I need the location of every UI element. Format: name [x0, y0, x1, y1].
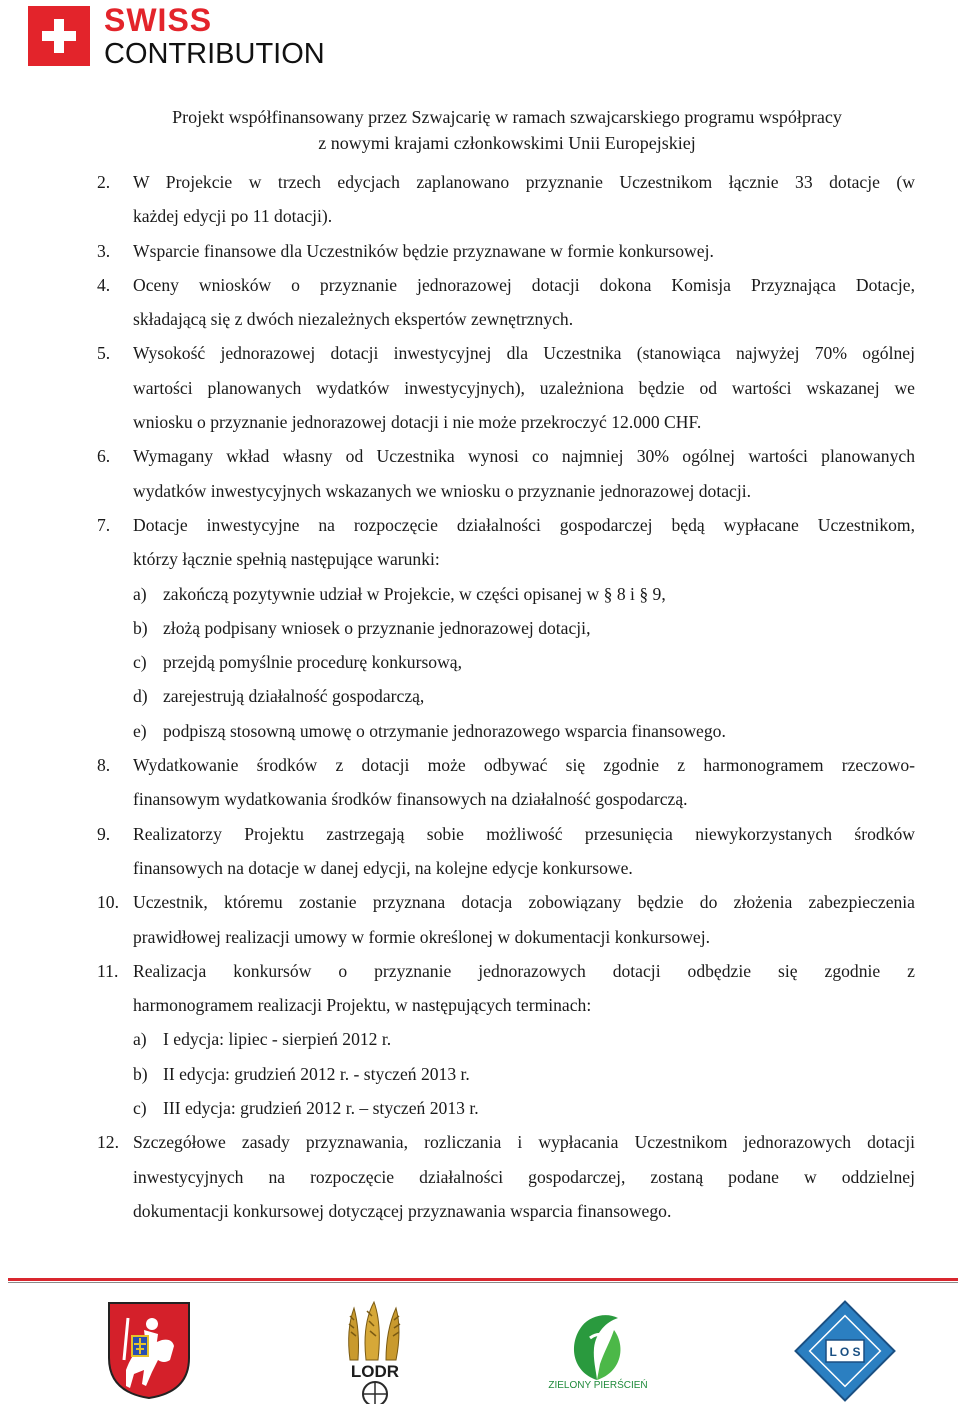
sub-item-letter: d)	[133, 686, 148, 707]
sub-item-text: III edycja: grudzień 2012 r. – styczeń 2013 r.	[163, 1098, 479, 1119]
logo-swiss-text: SWISS	[104, 2, 213, 38]
item-number: 12.	[97, 1132, 119, 1153]
lodr-label: LODR	[350, 1362, 400, 1381]
item-number: 3.	[97, 240, 111, 261]
item-text-line: harmonogramem realizacji Projektu, w następujących terminach:	[133, 995, 592, 1016]
item-text-line: prawidłowej realizacji umowy w formie określonej w dokumentacji konkursowej.	[133, 926, 711, 947]
list-item-10	[0, 885, 915, 954]
sub-item-text: II edycja: grudzień 2012 r. - styczeń 2013 r.	[163, 1063, 470, 1084]
item-number: 8.	[97, 755, 111, 776]
item-text-line: wniosku o przyznanie jednorazowej dotacji i nie może przekroczyć 12.000 CHF.	[133, 412, 702, 433]
sub-item-7c	[0, 645, 915, 679]
sub-item-letter: c)	[133, 652, 147, 673]
sub-item-text: zakończą pozytywnie udział w Projekcie, w części opisanej w § 8 i § 9,	[163, 583, 666, 604]
document-body	[0, 165, 960, 1228]
los-logo-icon	[790, 1296, 900, 1406]
item-text-line: Wydatkowanie środków z dotacji może odbywać się zgodnie z harmonogramem rzeczowo-	[133, 755, 915, 776]
item-text-line: którzy łącznie spełnią następujące warunki:	[133, 549, 440, 570]
list-item-6	[0, 439, 915, 508]
logo-contribution-text: CONTRIBUTION	[104, 38, 325, 70]
sub-item-text: I edycja: lipiec - sierpień 2012 r.	[163, 1029, 392, 1050]
project-caption	[0, 104, 960, 156]
item-text-line: wartości planowanych wydatków inwestycyjnych), uzależniona będzie od wartości wskazanej we	[133, 377, 915, 398]
sub-item-11b	[0, 1057, 915, 1091]
coat-of-arms-icon	[106, 1300, 192, 1400]
item-text-line: dokumentacji konkursowej dotyczącej przyznawania wsparcia finansowego.	[133, 1200, 672, 1221]
list-item-5	[0, 336, 915, 439]
list-item-8	[0, 748, 915, 817]
sub-item-letter: e)	[133, 720, 147, 741]
item-text-line: finansowym wydatkowania środków finansowych na działalność gospodarczą.	[133, 789, 688, 810]
item-text-line: Wsparcie finansowe dla Uczestników będzie przyznawane w formie konkursowej.	[133, 240, 714, 261]
item-number: 9.	[97, 823, 111, 844]
sub-item-letter: b)	[133, 1063, 148, 1084]
sub-item-7b	[0, 611, 915, 645]
item-text-line: każdej edycji po 11 dotacji).	[133, 206, 333, 227]
caption-line-1: Projekt współfinansowany przez Szwajcarię w ramach szwajcarskiego programu współpracy	[172, 107, 842, 127]
swiss-cross-icon	[28, 6, 90, 66]
item-number: 5.	[97, 343, 111, 364]
item-text-line: Wymagany wkład własny od Uczestnika wynosi co najmniej 30% ogólnej wartości planowanych	[133, 446, 915, 467]
list-item-3	[0, 234, 915, 268]
item-number: 2.	[97, 172, 111, 192]
item-number: 11.	[97, 960, 119, 981]
sub-item-letter: c)	[133, 1098, 147, 1119]
sub-item-text: zarejestrują działalność gospodarczą,	[163, 686, 425, 707]
list-item-4	[0, 268, 915, 337]
item-text-line: Realizacja konkursów o przyznanie jednorazowych dotacji odbędzie się zgodnie z	[133, 960, 915, 981]
sub-item-11c	[0, 1091, 915, 1125]
sub-item-letter: a)	[133, 583, 147, 604]
item-text-line: inwestycyjnych na rozpoczęcie działalności gospodarczej, zostaną podane w oddzielnej	[133, 1166, 915, 1187]
zielony-pierscien-label: ZIELONY PIERŚCIEŃ	[548, 1380, 648, 1391]
list-item-2	[0, 165, 915, 234]
sub-item-7e	[0, 714, 915, 748]
item-text-line: finansowych na dotacje w danej edycji, na kolejne edycje konkursowe.	[133, 857, 633, 878]
sub-item-letter: a)	[133, 1029, 147, 1050]
list-item-7	[0, 508, 915, 577]
item-text-line: Realizatorzy Projektu zastrzegają sobie możliwość przesunięcia niewykorzystanych środków	[133, 823, 915, 844]
item-text-line: Dotacje inwestycyjne na rozpoczęcie działalności gospodarczej będą wypłacane Uczestnikom,	[133, 514, 915, 535]
sub-item-text: złożą podpisany wniosek o przyznanie jednorazowej dotacji,	[163, 617, 591, 638]
item-text-line: Szczegółowe zasady przyznawania, rozliczania i wypłacania Uczestnikom jednorazowych dotacji	[133, 1132, 915, 1153]
item-text-line: Oceny wniosków o przyznanie jednorazowej dotacji dokona Komisja Przyznająca Dotacje,	[133, 274, 915, 295]
item-number: 7.	[97, 514, 111, 535]
footer-divider-thin	[8, 1282, 958, 1283]
sub-item-letter: b)	[133, 617, 148, 638]
list-item-12	[0, 1125, 915, 1228]
item-number: 10.	[97, 892, 119, 913]
zielony-pierscien-logo-icon	[566, 1308, 628, 1384]
los-label: L O S	[829, 1345, 861, 1359]
sub-item-11a	[0, 1022, 915, 1056]
item-number: 4.	[97, 274, 111, 295]
sub-item-text: przejdą pomyślnie procedurę konkursową,	[163, 652, 462, 673]
sub-item-text: podpiszą stosowną umowę o otrzymanie jednorazowego wsparcia finansowego.	[163, 720, 726, 741]
list-item-9	[0, 817, 915, 886]
item-text-line: Wysokość jednorazowej dotacji inwestycyjnej dla Uczestnika (stanowiąca najwyżej 70% ogólnej	[133, 343, 915, 364]
caption-line-2: z nowymi krajami członkowskimi Unii Europejskiej	[318, 133, 696, 153]
swiss-contribution-logo	[28, 2, 348, 70]
sub-item-7d	[0, 679, 915, 713]
list-item-11	[0, 954, 915, 1023]
sub-item-7a	[0, 577, 915, 611]
item-text-line: składającą się z dwóch niezależnych ekspertów zewnętrznych.	[133, 309, 574, 330]
item-text-line: W Projekcie w trzech edycjach zaplanowano przyznanie Uczestnikom łącznie 33 dotacje (w	[133, 172, 915, 192]
footer-divider	[8, 1278, 958, 1281]
item-number: 6.	[97, 446, 111, 467]
item-text-line: wydatków inwestycyjnych wskazanych we wniosku o przyznanie jednorazowej dotacji.	[133, 480, 752, 501]
lodr-logo-icon	[330, 1300, 420, 1404]
item-text-line: Uczestnik, któremu zostanie przyznana dotacja zobowiązany będzie do złożenia zabezpieczenia	[133, 892, 915, 913]
